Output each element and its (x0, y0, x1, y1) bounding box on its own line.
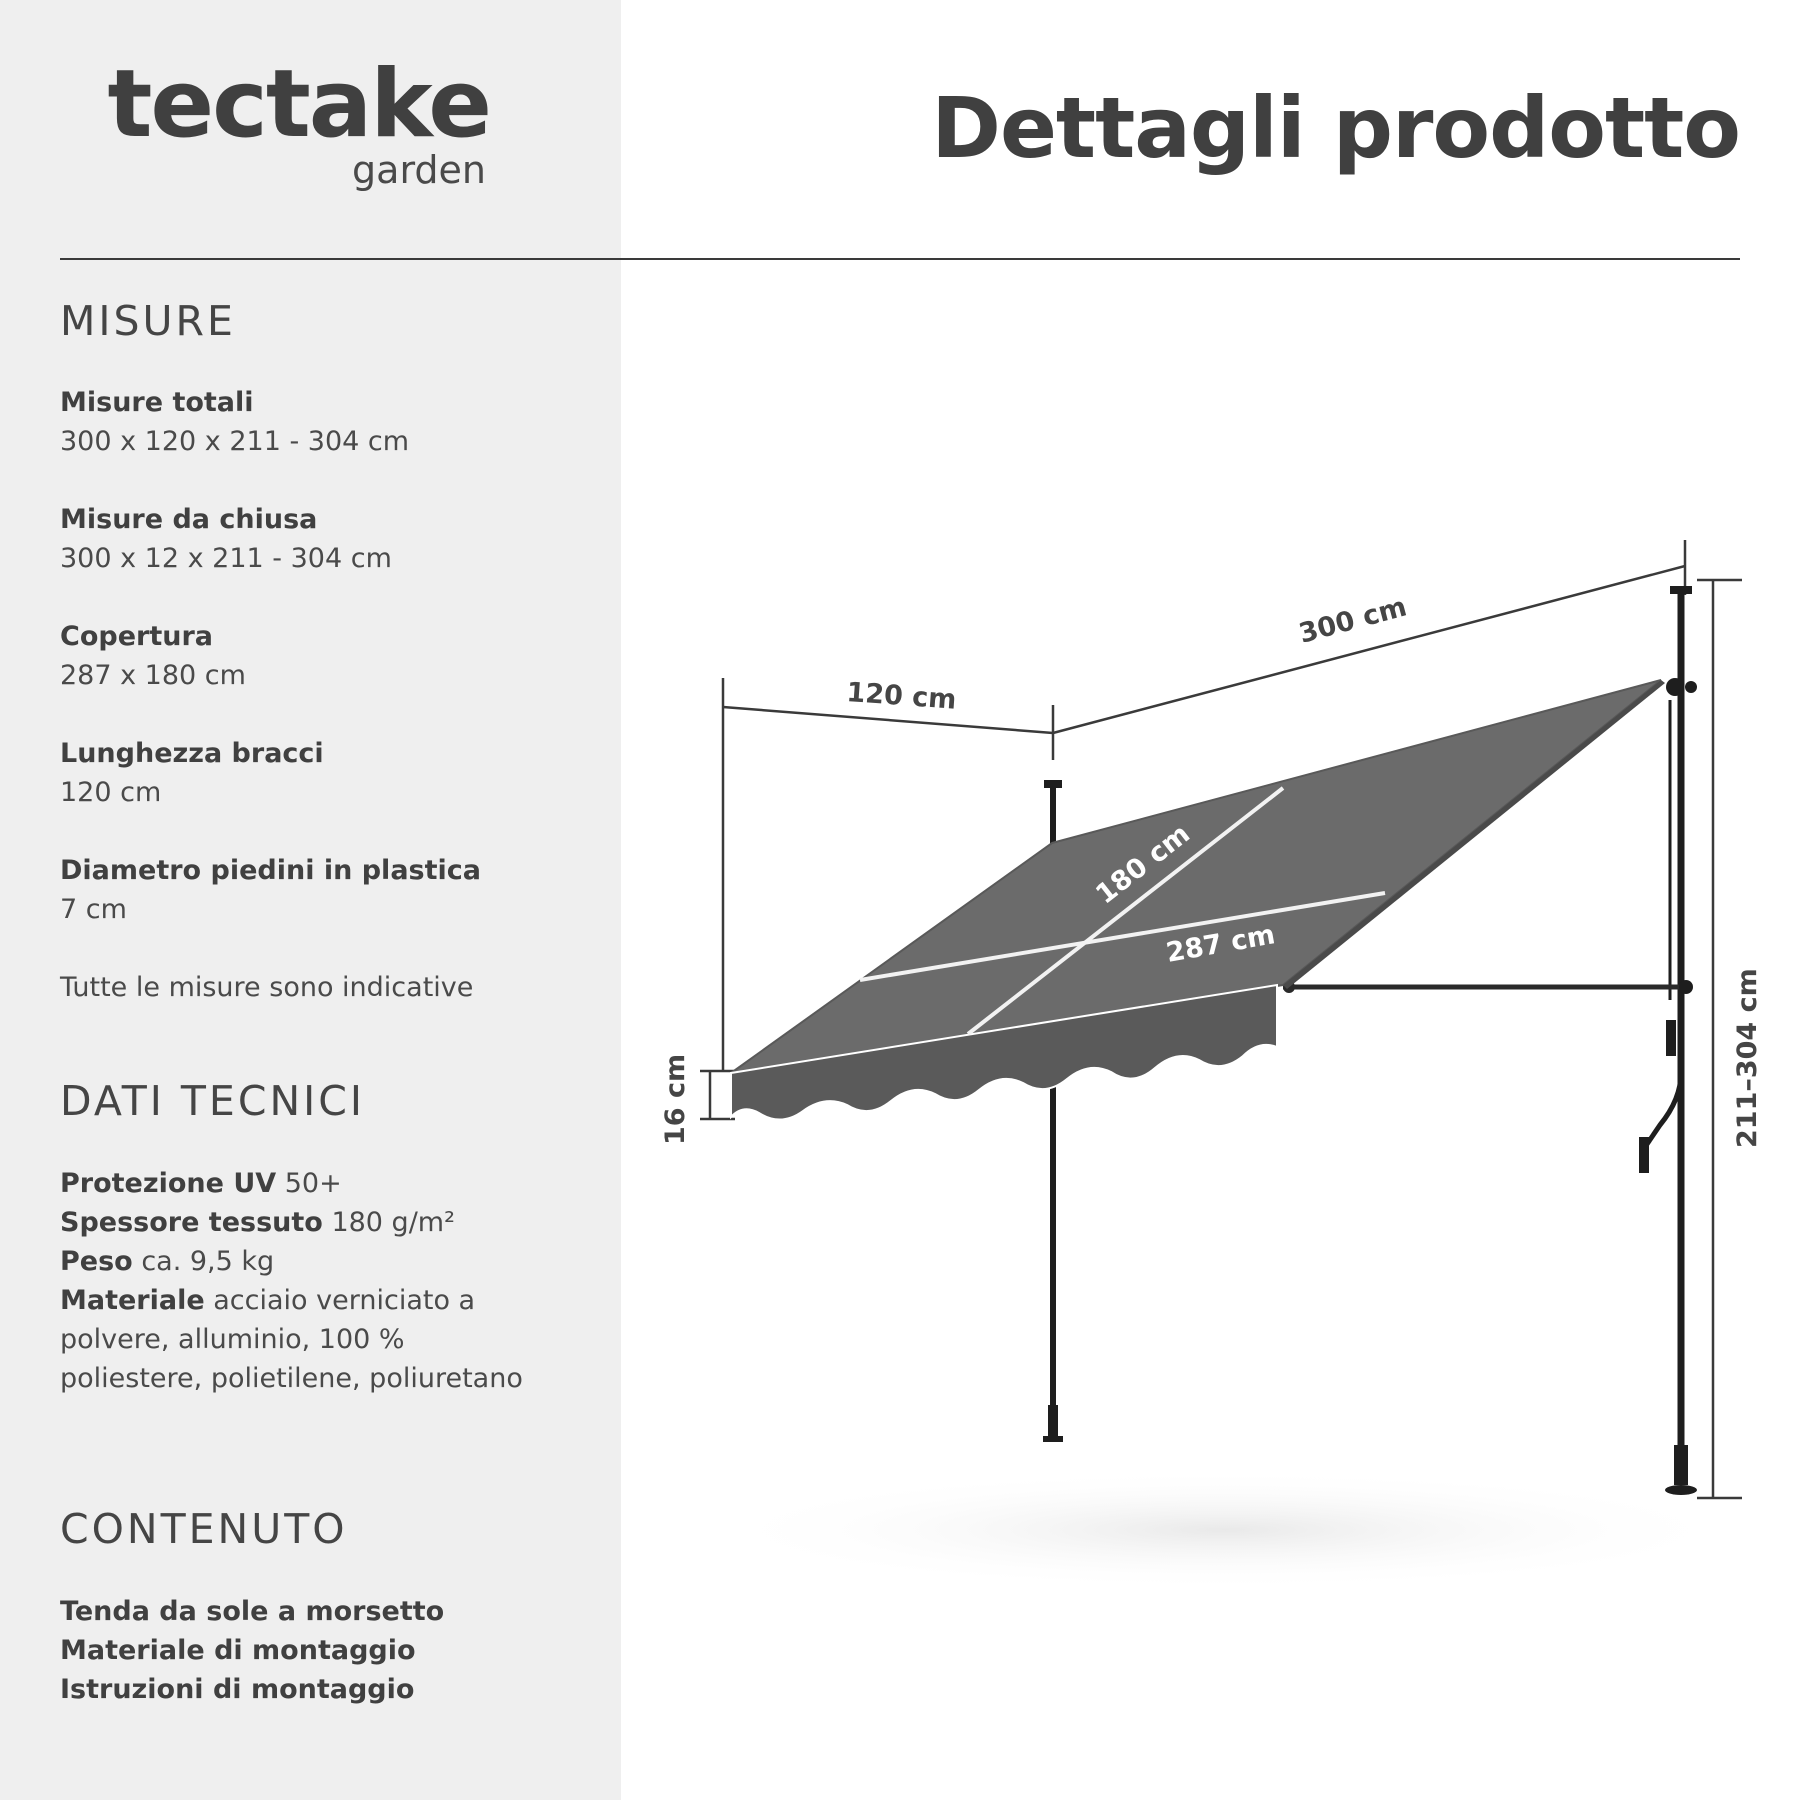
tech-value: ca. 9,5 kg (141, 1246, 275, 1277)
dim-label-cover-width: 287 cm (1163, 919, 1278, 969)
spec-label: Misure totali (60, 387, 254, 418)
ground-shadow (705, 1470, 1745, 1590)
spec-label: Misure da chiusa (60, 504, 318, 535)
spec-value: 287 x 180 cm (60, 660, 246, 691)
spec-value: 300 x 120 x 211 - 304 cm (60, 426, 410, 457)
crank-handle (1639, 1070, 1681, 1173)
measurement-note: Tutte le misure sono indicative (60, 972, 474, 1003)
dim-label-height: 211–304 cm (1732, 968, 1763, 1148)
dim-label-valance: 16 cm (660, 1053, 691, 1145)
spec-label: Copertura (60, 621, 213, 652)
dim-label-cover-depth: 180 cm (1090, 818, 1196, 911)
tech-value: 180 g/m² (331, 1207, 455, 1238)
page-title: Dettagli prodotto (931, 79, 1740, 177)
spec-label: Diametro piedini in plastica (60, 855, 481, 886)
section-heading-contenuto: CONTENUTO (60, 1505, 348, 1553)
spec-value: 7 cm (60, 894, 127, 925)
brand-name: tectake (107, 50, 490, 159)
section-heading-dati-tecnici: DATI TECNICI (60, 1077, 365, 1125)
brand-sub: garden (352, 148, 486, 192)
spec-value: 120 cm (60, 777, 162, 808)
content-item: Materiale di montaggio (60, 1635, 416, 1666)
tech-value: 50+ (284, 1168, 342, 1199)
content-item: Tenda da sole a morsetto (60, 1596, 445, 1627)
awning-arm (1283, 980, 1693, 994)
content-item: Istruzioni di montaggio (60, 1674, 415, 1705)
section-heading-misure: MISURE (60, 297, 236, 345)
tech-label: Protezione UV (60, 1168, 277, 1199)
dim-label-arm: 120 cm (845, 677, 958, 716)
rear-pole (1665, 586, 1697, 1495)
spec-value: 300 x 12 x 211 - 304 cm (60, 543, 392, 574)
spec-label: Lunghezza bracci (60, 738, 324, 769)
dim-label-width: 300 cm (1295, 591, 1410, 650)
awning-canopy (731, 680, 1665, 1120)
tech-label: Peso (60, 1246, 133, 1277)
tech-label: Materiale (60, 1285, 205, 1316)
tech-label: Spessore tessuto (60, 1207, 323, 1238)
tech-value: acciaio verniciato a polvere, alluminio, 100 % poliestere, polietilene, poliuretano (60, 1285, 523, 1394)
